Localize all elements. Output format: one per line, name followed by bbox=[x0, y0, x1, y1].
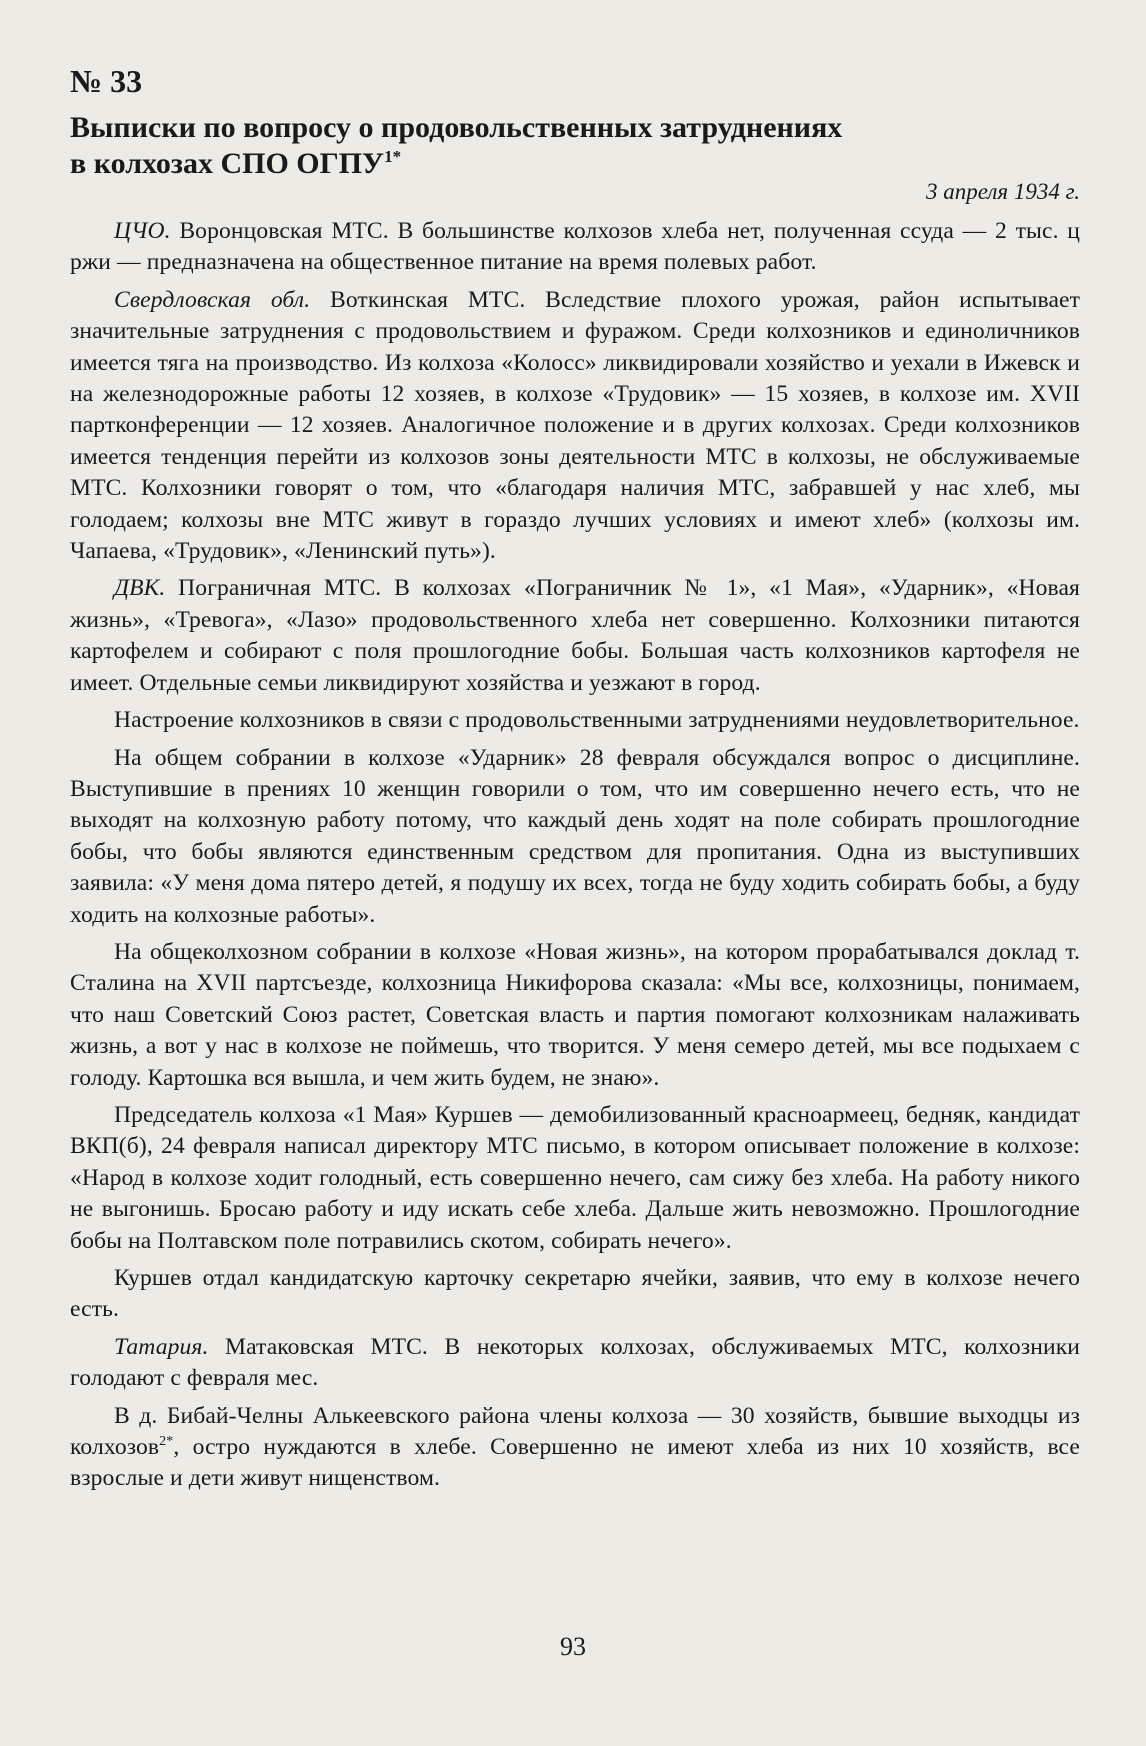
title-line-2: в колхозах СПО ОГПУ bbox=[70, 147, 385, 180]
document-title bbox=[70, 110, 890, 182]
paragraph-text: Воткинская МТС. Вследствие плохого урожая, район испытывает значительные затруднения с продовольствием и фуражом. Среди колхозников и единоличников имеется тяга на производство. Из колхоза «Колосс» ликвидировали хозяйство и уехали в Ижевск и на железнодорожные работы 12 хозяев, в колхозе «Трудовик» — 15 хозяев, в колхозе им. XVII партконференции — 12 хозяев. Аналогичное положение и в других колхозах. Среди колхозников имеется тенденция перейти из колхозов зоны деятельности МТС в колхозы, не обслуживаемые МТС. Колхозники говорят о том, что «благодаря наличия МТС, забравшей у нас хлеб, мы голодаем; колхозы вне МТС живут в гораздо лучших условиях и имеют хлеб» (колхозы им. Чапаева, «Трудовик», «Ленинский путь»). bbox=[70, 286, 1080, 565]
paragraph-text: , остро нуждаются в хлебе. Совершенно не имеют хлеба из них 10 хозяйств, все взрослые и дети живут нищенством. bbox=[70, 1434, 1080, 1492]
paragraph bbox=[70, 705, 1080, 736]
paragraph bbox=[70, 1263, 1080, 1326]
paragraph bbox=[70, 743, 1080, 931]
paragraph bbox=[70, 285, 1080, 568]
document-date: 3 апреля 1934 г. bbox=[925, 179, 1080, 204]
region-label: Татария. bbox=[114, 1333, 209, 1360]
paragraph bbox=[70, 573, 1080, 699]
document-number: № 33 bbox=[70, 63, 143, 99]
paragraph-text: В д. Бибай-Челны Алькеевского района члены колхоза — 30 хозяйств, бывшие выходцы из колхозов bbox=[70, 1402, 1080, 1461]
paragraph bbox=[70, 1332, 1080, 1395]
region-label: ЦЧО. bbox=[114, 218, 171, 244]
paragraph-text: Матаковская МТС. В некоторых колхозах, обслуживаемых МТС, колхозники голодают с февраля мес. bbox=[70, 1333, 1080, 1392]
paragraph-text: Настроение колхозников в связи с продовольственными затруднениями неудовлетворительное. bbox=[114, 707, 1080, 734]
paragraph-text: На общеколхозном собрании в колхозе «Новая жизнь», на котором прорабатывался доклад т. Сталина на XVII партсъезде, колхозница Никифорова сказала: «Мы все, колхозницы, понимаем, что наш Советский Союз растет, Советская власть и партия помогают колхозникам налаживать жизнь, а вот у нас в колхозе не поймешь, что творится. У меня семеро детей, мы все подыхаем с голоду. Картошка вся вышла, и чем жить будем, не знаю». bbox=[70, 938, 1080, 1091]
paragraph-text: Пограничная МТС. В колхозах «Пограничник № 1», «1 Мая», «Ударник», «Новая жизнь», «Тревога», «Лазо» продовольственного хлеба нет совершенно. Колхозники питаются картофелем и собирают с поля прошлогодние бобы. Большая часть колхозников картофеля не имеет. Отдельные семьи ликвидируют хозяйства и уезжают в город. bbox=[70, 575, 1080, 696]
page-number: 93 bbox=[560, 1632, 586, 1661]
paragraph bbox=[70, 216, 1080, 279]
paragraph-text: Председатель колхоза «1 Мая» Куршев — демобилизованный красноармеец, бедняк, кандидат ВКП(б), 24 февраля написал директору МТС письмо, в котором описывает положение в колхозе: «Народ в колхозе ходит голодный, есть совершенно нечего, сам сижу без хлеба. На работу никого не выгонишь. Бросаю работу и иду искать себе хлеба. Дальше жить невозможно. Прошлогодние бобы на Полтавском поле потравились скотом, собирать нечего». bbox=[70, 1101, 1080, 1254]
title-footnote-mark: 1* bbox=[384, 147, 402, 166]
paragraph bbox=[70, 1401, 1080, 1495]
region-label: ДВК. bbox=[114, 575, 166, 602]
region-label: Свердловская обл. bbox=[114, 286, 311, 313]
paragraph bbox=[70, 937, 1080, 1094]
paragraph-text: На общем собрании в колхозе «Ударник» 28 февраля обсуждался вопрос о дисциплине. Выступившие в прениях 10 женщин говорили о том, что им совершенно нечего есть, что не выходят на колхозную работу потому, что каждый день ходят на поле собирать прошлогодние бобы, что бобы являются единственным средством для пропитания. Одна из выступивших заявила: «У меня дома пятеро детей, я подушу их всех, тогда не буду ходить собирать бобы, а буду ходить на колхозные работы». bbox=[70, 744, 1080, 928]
paragraph-text: Воронцовская МТС. В большинстве колхозов хлеба нет, полученная ссуда — 2 тыс. ц ржи — предназначена на общественное питание на время полевых работ. bbox=[70, 218, 1080, 276]
paragraph-text: Куршев отдал кандидатскую карточку секретарю ячейки, заявив, что ему в колхозе нечего есть. bbox=[70, 1265, 1080, 1323]
title-line-1: Выписки по вопросу о продовольственных затруднениях bbox=[70, 111, 843, 144]
paragraph bbox=[70, 1100, 1080, 1257]
footnote-mark: 2* bbox=[159, 1434, 174, 1450]
document-body bbox=[70, 216, 1080, 1495]
